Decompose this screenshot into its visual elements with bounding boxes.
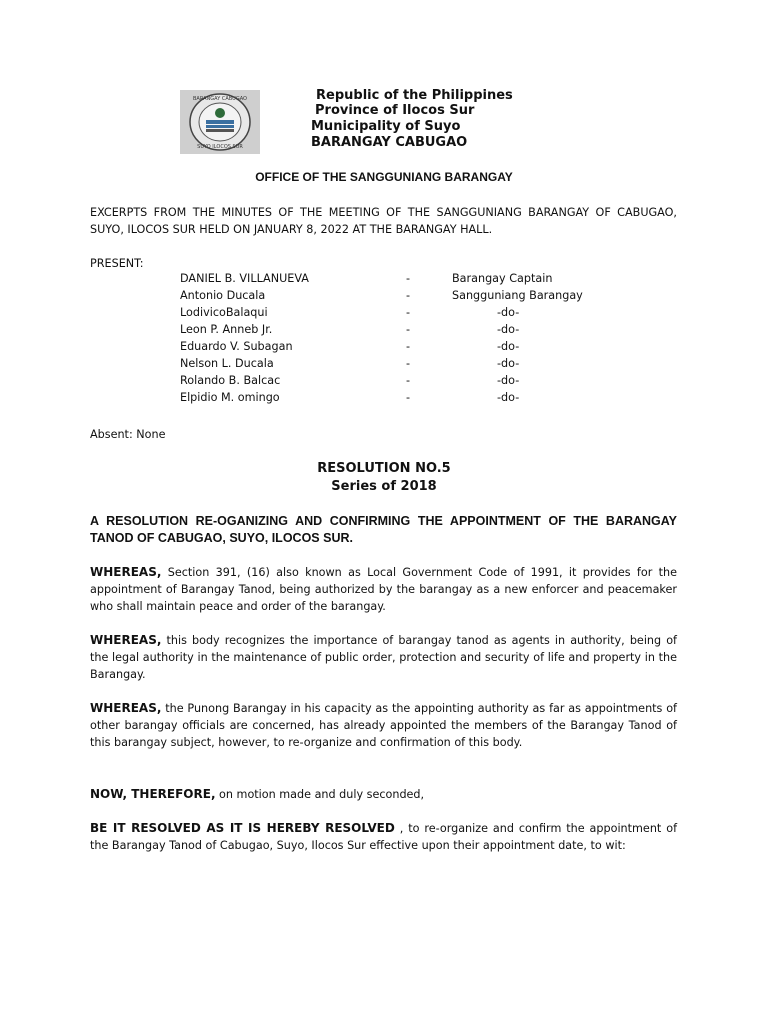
- member-row: [0, 272, 768, 289]
- clause-lead: BE IT RESOLVED AS IT IS HEREBY RESOLVED: [90, 821, 395, 835]
- member-position: -do-: [497, 323, 520, 336]
- header-municipality: Municipality of Suyo: [311, 119, 461, 134]
- member-dash: -: [406, 323, 411, 336]
- present-label: PRESENT:: [90, 257, 144, 270]
- member-dash: -: [406, 374, 411, 387]
- member-row: [0, 391, 768, 408]
- member-position: -do-: [497, 374, 520, 387]
- seal-top-text: BARANGAY CABUGAO: [193, 96, 247, 102]
- barangay-seal-image: [180, 90, 260, 154]
- header-barangay: BARANGAY CABUGAO: [311, 135, 468, 150]
- member-position: -do-: [497, 306, 520, 319]
- header-province: Province of Ilocos Sur: [315, 103, 475, 118]
- clause-text: , to re-organize and confirm the appointment of the Barangay Tanod of Cabugao, Suyo, Ilocos Sur effective upon their appointment date, to wit:: [90, 822, 678, 852]
- header-republic: Republic of the Philippines: [316, 88, 513, 103]
- member-dash: -: [406, 306, 411, 319]
- member-row: [0, 340, 768, 357]
- member-row: [0, 357, 768, 374]
- member-name: LodivicoBalaqui: [180, 306, 268, 319]
- member-dash: -: [406, 357, 411, 370]
- seal-bottom-text: SUYO ILOCOS SUR: [197, 144, 243, 150]
- clause-lead: WHEREAS,: [90, 633, 162, 647]
- resolution-series: Series of 2018: [331, 479, 437, 494]
- member-position: Barangay Captain: [452, 272, 553, 285]
- office-title: OFFICE OF THE SANGGUNIANG BARANGAY: [255, 170, 513, 184]
- member-dash: -: [406, 272, 411, 285]
- member-row: [0, 323, 768, 340]
- clause-paragraph: [90, 786, 677, 803]
- clause-lead: NOW, THEREFORE,: [90, 787, 216, 801]
- clause-paragraph: [90, 700, 677, 751]
- barangay-seal-icon: [180, 90, 260, 154]
- member-dash: -: [406, 340, 411, 353]
- excerpt-paragraph: EXCERPTS FROM THE MINUTES OF THE MEETING OF THE SANGGUNIANG BARANGAY OF CABUGAO, SUYO, ILOCOS SUR HELD ON JANUARY 8, 2022 AT THE BARANGAY HALL.: [90, 206, 677, 236]
- member-row: [0, 306, 768, 323]
- member-row: [0, 289, 768, 306]
- clause-text: on motion made and duly seconded,: [215, 788, 425, 801]
- member-name: Elpidio M. omingo: [180, 391, 280, 404]
- resolution-number: RESOLUTION NO.5: [317, 461, 451, 476]
- member-name: Nelson L. Ducala: [180, 357, 274, 370]
- clause-text: Section 391, (16) also known as Local Government Code of 1991, it provides for the appointment of Barangay Tanod, being authorized by the barangay as a new enforcer and peacemaker who shall maintain peace and order of the barangay.: [90, 566, 677, 613]
- member-name: DANIEL B. VILLANUEVA: [180, 272, 309, 285]
- member-position: -do-: [497, 391, 520, 404]
- clause-lead: WHEREAS,: [90, 701, 162, 715]
- member-name: Rolando B. Balcac: [180, 374, 281, 387]
- clause-lead: WHEREAS,: [90, 565, 162, 579]
- clause-paragraph: [90, 632, 677, 683]
- member-position: -do-: [497, 357, 520, 370]
- member-position: -do-: [497, 340, 520, 353]
- resolution-title: A RESOLUTION RE-OGANIZING AND CONFIRMING THE APPOINTMENT OF THE BARANGAY TANOD OF CABUGAO, SUYO, ILOCOS SUR.: [90, 514, 677, 545]
- member-name: Leon P. Anneb Jr.: [180, 323, 273, 336]
- member-name: Antonio Ducala: [180, 289, 266, 302]
- clause-text: this body recognizes the importance of barangay tanod as agents in authority, being of the legal authority in the maintenance of public order, protection and security of life and property in the Barangay.: [90, 634, 677, 681]
- clause-paragraph: [90, 820, 677, 854]
- member-dash: -: [406, 289, 411, 302]
- clause-text: the Punong Barangay in his capacity as the appointing authority as far as appointments of other barangay officials are concerned, has already appointed the members of the Barangay Tanod of this barangay subject, however, to re-organize and confirmation of this body.: [90, 702, 677, 749]
- absent-line: Absent: None: [90, 428, 166, 441]
- clause-paragraph: [90, 564, 677, 615]
- member-position: Sangguniang Barangay: [452, 289, 583, 302]
- member-row: [0, 374, 768, 391]
- member-name: Eduardo V. Subagan: [180, 340, 293, 353]
- member-dash: -: [406, 391, 411, 404]
